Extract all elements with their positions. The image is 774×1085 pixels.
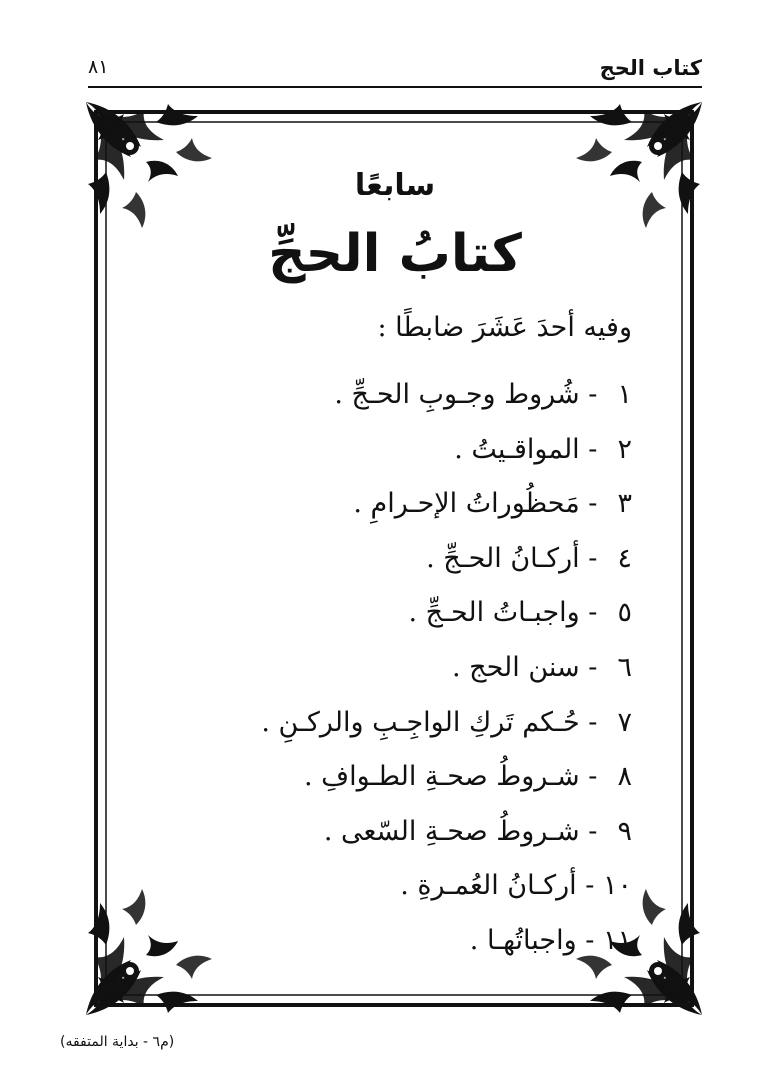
item-number: ٩ <box>617 815 632 847</box>
item-number: ٣ <box>617 488 632 520</box>
chapter-intro: وفيه أحدَ عَشَرَ ضابطًا : <box>377 312 632 343</box>
item-number: ٥ <box>617 597 632 629</box>
item-separator: - <box>588 433 598 465</box>
item-text: شُروط وجـوبِ الحـجِّ . <box>334 379 580 410</box>
item-separator: - <box>588 761 598 793</box>
chapter-title: كتابُ الحجِّ <box>268 224 522 284</box>
rules-list <box>261 368 632 969</box>
list-item <box>261 859 632 914</box>
item-text: واجبـاتُ الحـجِّ . <box>408 597 580 629</box>
footer-note: (م٦ - بداية المتفقه) <box>60 1034 175 1050</box>
item-separator: - <box>585 870 595 902</box>
list-item <box>261 368 632 423</box>
item-number: ٨ <box>617 761 632 793</box>
item-number: ١١ <box>602 924 632 956</box>
item-number: ٢ <box>617 433 632 465</box>
item-number: ٧ <box>617 706 632 738</box>
list-item <box>261 914 632 969</box>
item-separator: - <box>588 488 598 520</box>
item-separator: - <box>585 924 595 956</box>
item-text: مَحظُوراتُ الإحـرامِ . <box>353 488 580 520</box>
item-text: شـروطُ صحـةِ الطـوافِ . <box>303 761 580 793</box>
item-text: سنن الحج . <box>452 651 580 683</box>
chapter-ordinal: سابعًا <box>354 168 436 203</box>
item-separator: - <box>588 542 598 574</box>
list-item <box>261 423 632 478</box>
list-item <box>261 696 632 751</box>
item-number: ١٠ <box>602 870 632 902</box>
item-separator: - <box>588 379 598 410</box>
list-item <box>261 750 632 805</box>
list-item <box>261 805 632 860</box>
list-item <box>261 641 632 696</box>
item-number: ١ <box>617 379 632 410</box>
page-number: ٨١ <box>88 56 109 78</box>
chapter-content <box>140 150 650 970</box>
item-separator: - <box>588 597 598 629</box>
list-item <box>261 477 632 532</box>
item-separator: - <box>588 706 598 738</box>
running-title: كتاب الحج <box>599 56 702 80</box>
item-text: شـروطُ صحـةِ السّعى . <box>323 815 580 847</box>
item-text: حُـكم تَركِ الواجِـبِ والركـنِ . <box>261 706 580 738</box>
item-number: ٦ <box>617 651 632 683</box>
list-item <box>261 586 632 641</box>
item-text: أركـانُ العُمـرةِ . <box>400 870 577 902</box>
item-number: ٤ <box>617 542 632 574</box>
item-text: أركـانُ الحـجِّ . <box>426 542 580 574</box>
item-text: واجباتُهـا . <box>469 924 577 956</box>
list-item <box>261 532 632 587</box>
item-separator: - <box>588 651 598 683</box>
item-separator: - <box>588 815 598 847</box>
item-text: المواقـيتُ . <box>454 433 580 465</box>
